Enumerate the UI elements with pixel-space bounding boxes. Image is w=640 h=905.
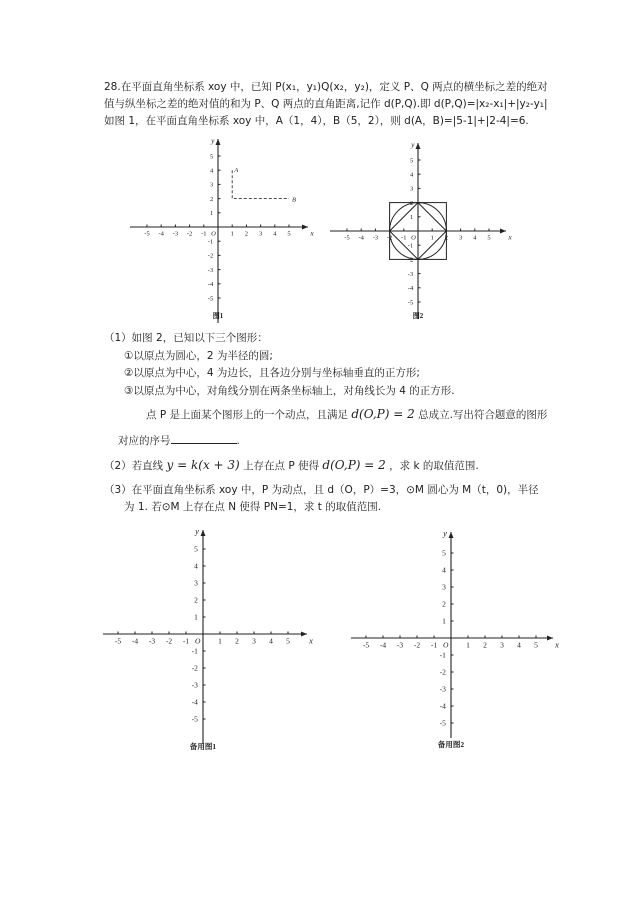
y-tick-label: -4 (191, 697, 198, 707)
y-tick-label: 1 (442, 616, 446, 626)
x-arrow (500, 229, 506, 234)
q1-answer-suffix: . (236, 435, 240, 447)
x-tick-label: -4 (358, 234, 364, 242)
x-tick-label: 4 (273, 230, 277, 238)
y-tick-label: -5 (207, 295, 214, 303)
y-tick-label: -2 (207, 252, 214, 260)
x-tick-label: -5 (144, 230, 150, 238)
q1-item-2: ②以原点为中心，4 为边长，且各边分别与坐标轴垂直的正方形; (124, 367, 420, 379)
x-axis-label: x (508, 232, 512, 242)
y-axis-label: y (211, 136, 215, 145)
y-arrow (216, 139, 221, 145)
q2-middle: 上存在点 P 使得 (243, 460, 320, 472)
y-tick-label: 3 (194, 578, 198, 588)
y-tick-label: 3 (409, 185, 414, 193)
x-tick-label: -5 (362, 640, 370, 650)
x-tick-label: -3 (396, 640, 404, 650)
y-tick-label: 1 (194, 612, 198, 622)
y-tick-label: -1 (407, 242, 414, 250)
y-tick-label: 5 (442, 548, 446, 558)
q2-math-dist: d(O,P) = 2 (322, 458, 386, 472)
x-tick-label: 5 (534, 640, 538, 650)
x-tick-label: 2 (444, 234, 449, 242)
y-tick-label: 4 (209, 167, 214, 175)
x-arrow (547, 636, 553, 641)
spare-figure-2 (351, 528, 559, 749)
intro-line-1: 28.在平面直角坐标系 xoy 中，已知 P(x₁，y₁)Q(x₂，y₂)，定义 P、Q 两点的横坐标之差的绝对 (104, 81, 548, 93)
x-tick-label: -5 (114, 636, 122, 646)
y-tick-label: -1 (439, 650, 446, 660)
x-tick-label: -1 (430, 640, 438, 650)
y-tick-label: 2 (442, 599, 446, 609)
x-tick-label: 3 (458, 234, 463, 242)
x-tick-label: 1 (466, 640, 470, 650)
y-arrow (416, 143, 421, 149)
figure-2 (330, 140, 512, 320)
x-tick-label: 2 (244, 230, 249, 238)
y-axis-label: y (195, 526, 199, 536)
x-tick-label: -1 (182, 636, 190, 646)
q1-cond-suffix: 总成立.写出符合题意的图形 (418, 409, 548, 421)
y-tick-label: 2 (409, 199, 414, 207)
y-tick-label: -3 (191, 680, 198, 690)
y-tick-label: -5 (191, 714, 198, 724)
q1-answer-prefix: 对应的序号 (118, 435, 171, 447)
y-tick-label: 4 (194, 561, 198, 571)
origin-label: O (195, 636, 201, 646)
y-tick-label: 5 (409, 157, 414, 165)
origin-label: O (443, 640, 449, 650)
q2-suffix: ，求 k 的取值范围. (389, 460, 479, 472)
x-tick-label: 1 (218, 636, 222, 646)
x-tick-label: -4 (379, 640, 387, 650)
x-tick-label: 1 (430, 234, 434, 242)
y-tick-label: -3 (407, 270, 414, 278)
figure-2-caption: 图2 (412, 312, 424, 320)
y-tick-label: -4 (439, 701, 446, 711)
x-tick-label: 4 (517, 640, 521, 650)
y-tick-label: 2 (194, 595, 198, 605)
y-axis-label: y (443, 528, 447, 538)
x-arrow (301, 632, 307, 637)
y-tick-label: -5 (407, 299, 414, 307)
spare-2-caption: 备用图2 (437, 740, 465, 749)
figure-1 (130, 136, 314, 323)
x-axis-label: x (310, 228, 314, 238)
origin-label: O (411, 234, 416, 242)
spare-figure-1 (103, 526, 313, 751)
x-tick-label: 1 (230, 230, 234, 238)
x-tick-label: -3 (148, 636, 156, 646)
x-tick-label: -5 (344, 234, 350, 242)
y-tick-label: 2 (209, 195, 214, 203)
x-tick-label: -4 (158, 230, 164, 238)
q1-cond-prefix: 点 P 是上面某个图形上的一个动点，且满足 (146, 409, 349, 421)
y-tick-label: 3 (209, 181, 214, 189)
q2-math-line: y = k(x + 3) (166, 458, 240, 472)
point-a-label: A (234, 167, 239, 175)
y-tick-label: -1 (191, 646, 198, 656)
q1-item-3: ③以原点为中心，对角线分别在两条坐标轴上，对角线长为 4 的正方形. (124, 385, 455, 397)
x-tick-label: 2 (235, 636, 239, 646)
y-tick-label: 4 (442, 565, 446, 575)
intro-line-3: 如图 1，在平面直角坐标系 xoy 中，A（1，4），B（5，2），则 d(A，B)=|5-1|+|2-4|=6. (104, 115, 529, 127)
x-tick-label: -4 (131, 636, 139, 646)
y-tick-label: -4 (407, 285, 414, 293)
y-axis-label: y (411, 140, 415, 149)
y-tick-label: -2 (191, 663, 198, 673)
x-tick-label: -2 (165, 636, 173, 646)
x-tick-label: -2 (186, 230, 193, 238)
x-tick-label: 4 (269, 636, 273, 646)
x-tick-label: -1 (401, 234, 407, 242)
q1-lead: （1）如图 2，已知以下三个图形： (104, 332, 268, 344)
x-tick-label: -3 (172, 230, 179, 238)
x-arrow (302, 225, 308, 230)
x-tick-label: 2 (483, 640, 487, 650)
x-tick-label: 3 (500, 640, 504, 650)
dashed-path-ab (232, 170, 289, 198)
x-tick-label: 4 (473, 234, 477, 242)
x-tick-label: 5 (287, 230, 291, 238)
x-tick-label: 5 (487, 234, 491, 242)
y-tick-label: -3 (439, 684, 446, 694)
x-tick-label: 3 (258, 230, 263, 238)
y-tick-label: -1 (207, 238, 214, 246)
q3-line-1: （3）在平面直角坐标系 xoy 中，P 为动点，且 d（O，P）=3，⊙M 圆心为 M（t，0)，半径 (104, 484, 539, 496)
y-tick-label: 1 (209, 210, 214, 218)
y-arrow (201, 530, 206, 536)
y-tick-label: -2 (439, 667, 446, 677)
q1-cond-math: d(O,P) = 2 (351, 407, 415, 421)
y-tick-label: 5 (194, 544, 198, 554)
y-tick-label: 1 (409, 214, 414, 222)
spare-1-caption: 备用图1 (189, 742, 217, 751)
q2-prefix: （2）若直线 (104, 460, 164, 472)
x-tick-label: -2 (413, 640, 421, 650)
y-tick-label: -5 (439, 718, 446, 728)
q1-item-1: ①以原点为圆心，2 为半径的圆; (124, 350, 273, 362)
y-tick-label: 4 (409, 171, 414, 179)
origin-label: O (211, 230, 216, 238)
q3-line-2: 为 1. 若⊙M 上存在点 N 使得 PN=1，求 t 的取值范围. (124, 501, 382, 513)
y-arrow (449, 532, 454, 538)
x-tick-label: 5 (286, 636, 290, 646)
y-tick-label: 3 (442, 582, 446, 592)
x-tick-label: -1 (201, 230, 207, 238)
x-axis-label: x (555, 639, 559, 650)
point-b-label: B (292, 196, 296, 204)
x-tick-label: -2 (386, 234, 393, 242)
x-axis-label: x (309, 635, 313, 646)
y-tick-label: -2 (407, 256, 414, 264)
intro-line-2: 值与纵坐标之差的绝对值的和为 P、Q 两点的直角距离,记作 d(P,Q).即 d(P,Q)=|x₂-x₁|+|y₂-y₁| (104, 98, 548, 110)
figure-1-caption: 图1 (212, 312, 224, 320)
x-tick-label: -3 (372, 234, 379, 242)
y-tick-label: -3 (207, 266, 214, 274)
y-tick-label: -4 (207, 281, 214, 289)
x-tick-label: 3 (252, 636, 256, 646)
y-tick-label: 5 (209, 153, 214, 161)
